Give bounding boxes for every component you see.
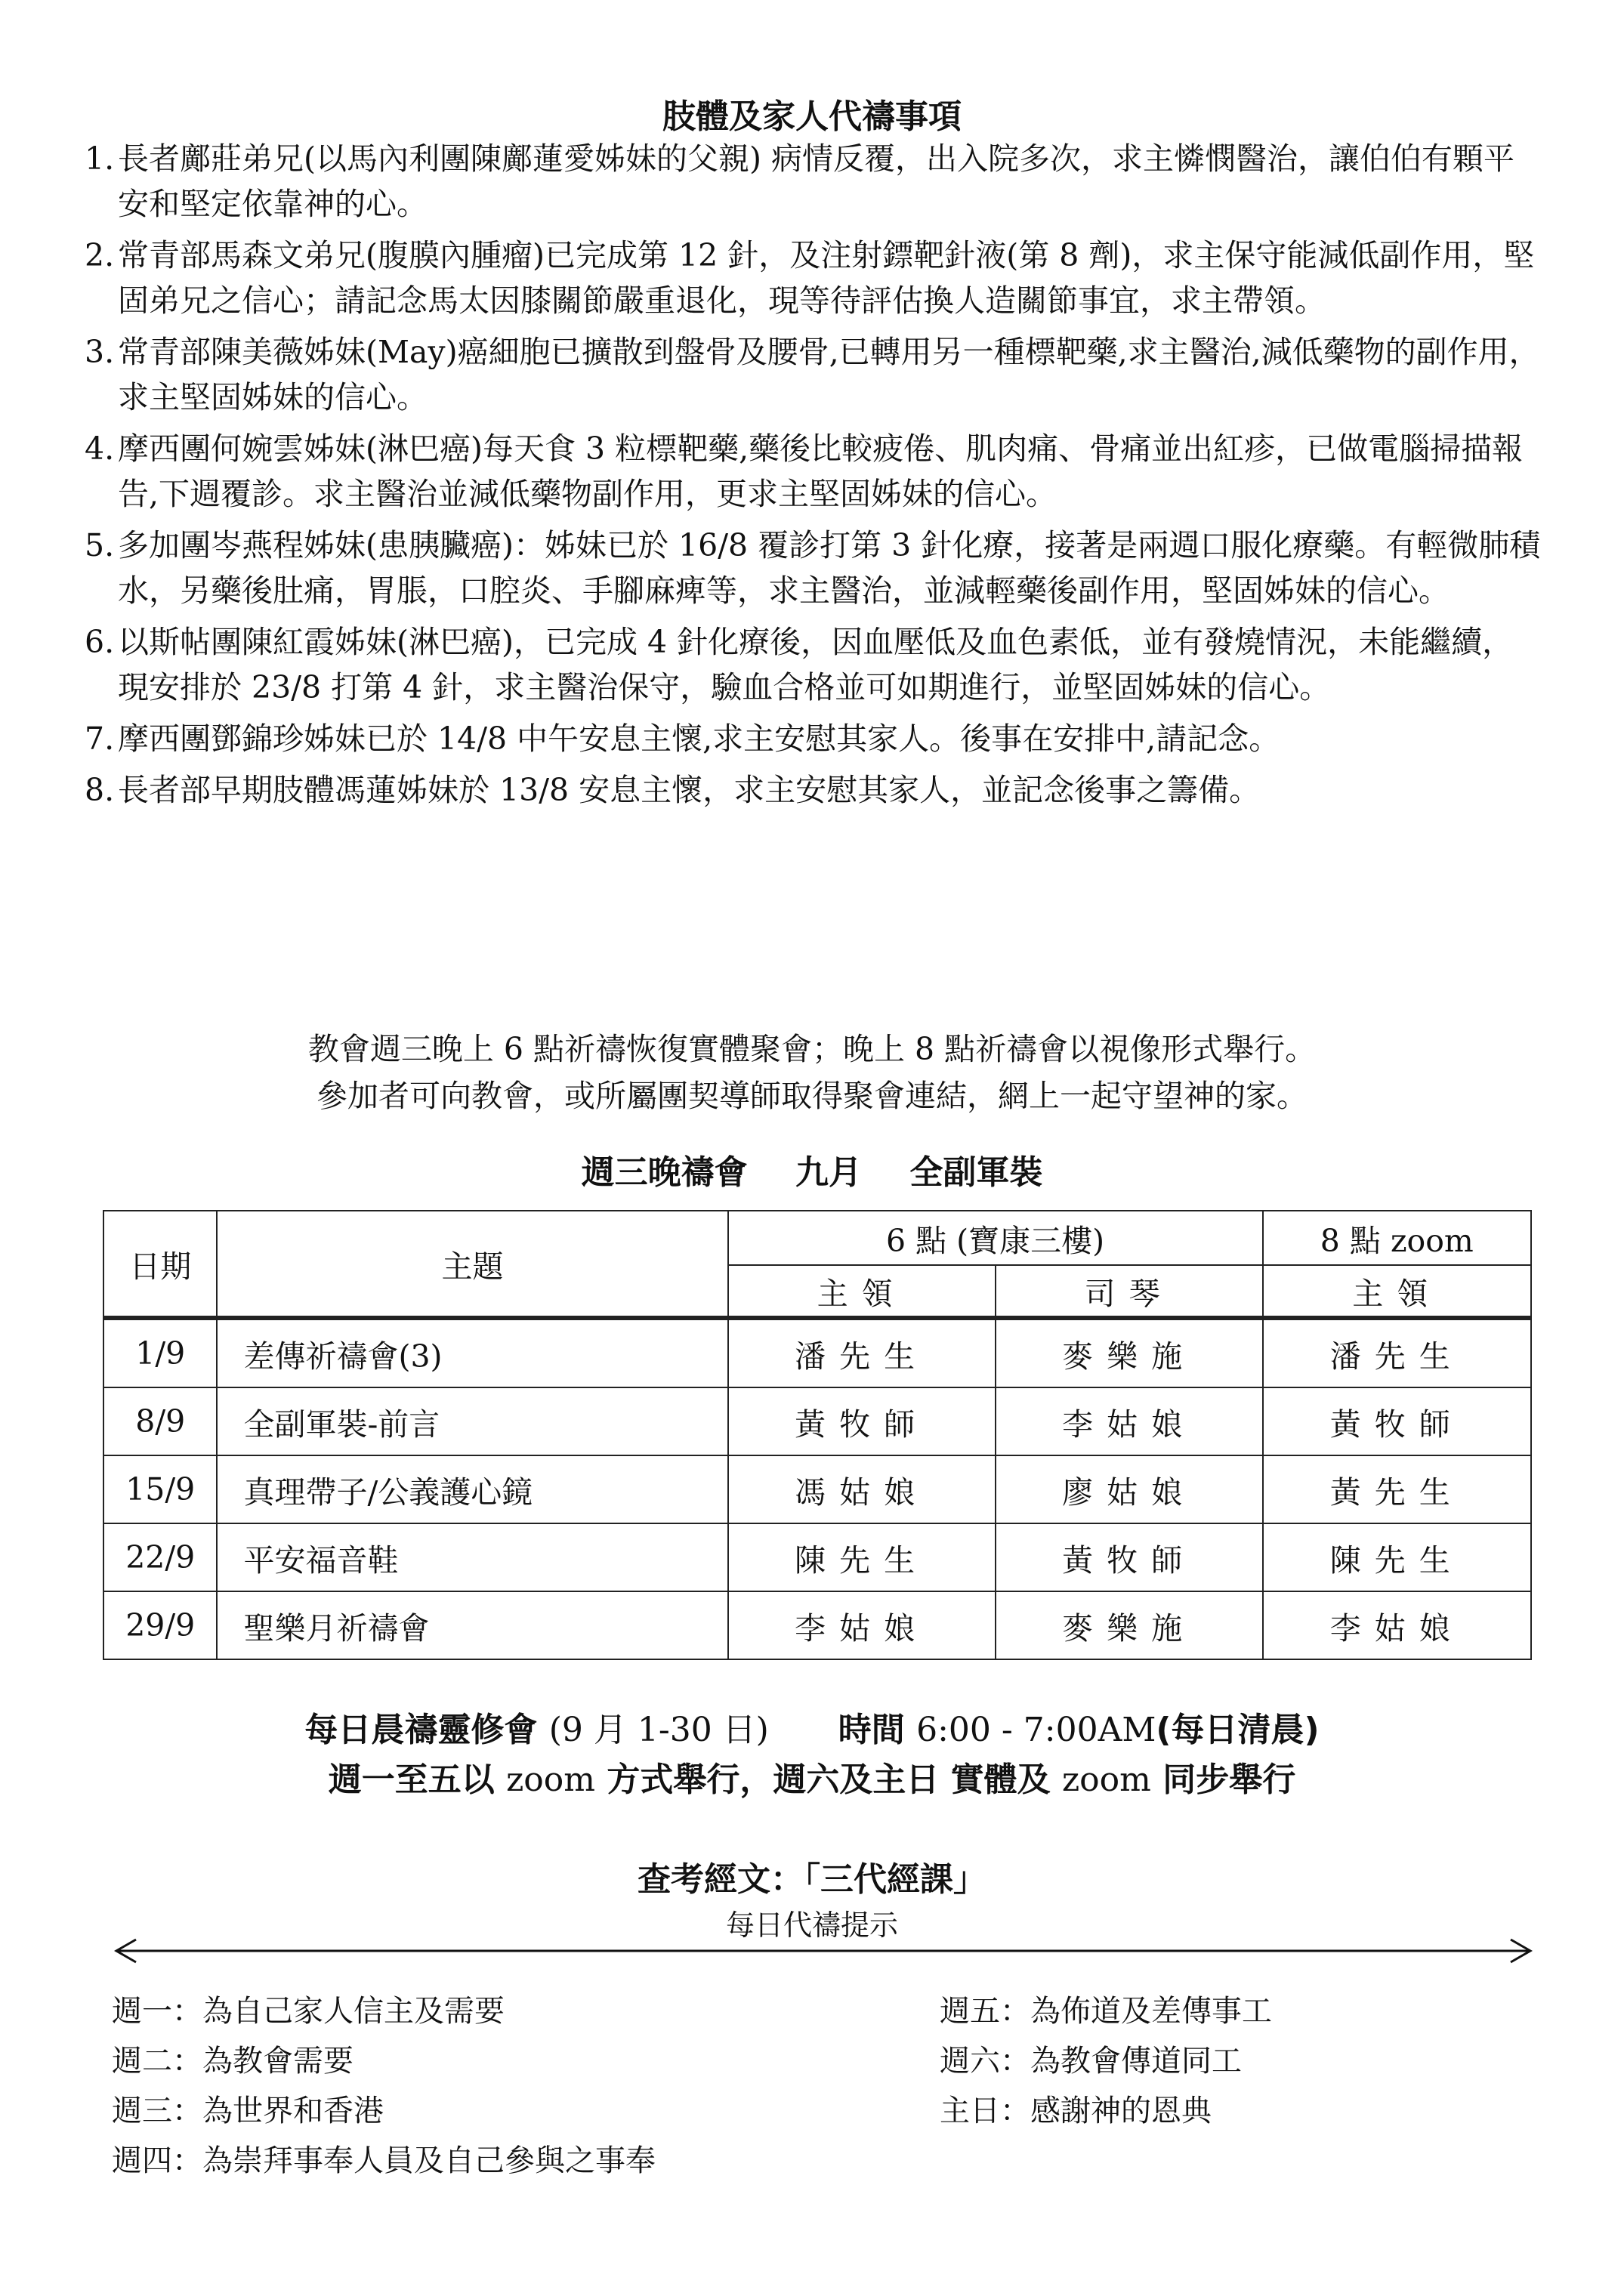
row-date: 15/9 [103,1455,217,1523]
table-row [103,1387,1531,1455]
daily-prayer-item: 週四：為崇拜事奉人員及自己參與之事奉 [112,2143,656,2178]
morning-line-2 [0,1755,1624,1805]
table-row [103,1455,1531,1523]
prayer-text: 以斯帖團陳紅霞姊妹(淋巴癌)，已完成 4 針化療後，因血壓低及血色素低，並有發燒情況，未能繼續，現安排於 23/8 打第 4 針，求主醫治保守，驗血合格並可如期進行，並堅固姊妹的信心。 [118,624,1514,705]
morning-zoom: zoom [1061,1761,1151,1799]
row-date: 8/9 [103,1387,217,1455]
row-topic: 全副軍裝-前言 [217,1387,727,1455]
prayer-item [85,426,1542,517]
daily-prayer-left [112,1986,656,2186]
morning-line-1 [0,1705,1624,1755]
prayer-item [85,767,1542,813]
prayer-text: 摩西團何婉雲姊妹(淋巴癌)每天食 3 粒標靶藥,藥後比較疲倦、肌肉痛、骨痛並出紅疹，已做電腦掃描報告,下週覆診。求主醫治並減低藥物副作用，更求主堅固姊妹的信心。 [118,431,1524,512]
prayer-item [85,523,1542,613]
row-lead-six: 陳先生 [728,1523,996,1591]
header-lead: 主領 [728,1265,996,1318]
prayer-text: 摩西團鄧錦珍姊妹已於 14/8 中午安息主懷,求主安慰其家人。後事在安排中,請記念。 [118,721,1280,757]
row-date: 22/9 [103,1523,217,1591]
prayer-text: 多加團岑燕程姊妹(患胰臟癌)：姊妹已於 16/8 覆診打第 3 針化療，接著是兩週口服化療藥。有輕微肺積水，另藥後肚痛，胃脹，口腔炎、手腳麻痺等，求主醫治，並減輕藥後副作用，堅固姊妹的信心。 [118,527,1541,609]
row-lead-six: 馮姑娘 [728,1455,996,1523]
row-topic: 平安福音鞋 [217,1523,727,1591]
row-lead-six: 黃牧師 [728,1387,996,1455]
daily-prayer-item: 週五：為佈道及差傳事工 [940,1994,1272,2029]
reference-title: 查考經文：「三代經課」 [638,1860,986,1899]
prayer-number: 8. [85,772,115,808]
prayer-title: 肢體及家人代禱事項 [662,97,962,136]
morning-time-note: (每日清晨) [1156,1711,1320,1749]
row-date: 1/9 [103,1318,217,1387]
daily-prayer-item: 週六：為教會傳道同工 [940,2044,1242,2079]
prayer-text: 長者部早期肢體馮蓮姊妹於 13/8 安息主懷，求主安慰其家人，並記念後事之籌備。 [118,772,1261,808]
morning-prayer [0,1705,1624,1805]
prayer-text: 常青部陳美薇姊妹(May)癌細胞已擴散到盤骨及腰骨,已轉用另一種標靶藥,求主醫治,減低藥物的副作用，求主堅固姊妹的信心。 [118,334,1540,415]
wednesday-notice [0,1026,1624,1119]
prayer-item [85,233,1542,323]
double-arrow-icon [113,1938,1533,1964]
row-piano: 麥樂施 [996,1318,1263,1387]
prayer-number: 2. [85,237,115,273]
row-piano: 黃牧師 [996,1523,1263,1591]
table-row [103,1523,1531,1591]
row-topic: 聖樂月祈禱會 [217,1591,727,1659]
prayer-item [85,329,1542,420]
daily-prayer-right [940,1986,1272,2136]
header-topic: 主題 [217,1211,727,1318]
daily-prayer-item: 週一：為自己家人信主及需要 [112,1994,505,2029]
row-lead-eight: 陳先生 [1263,1523,1531,1591]
morning-zoom: zoom [506,1761,595,1799]
morning-text: 方式舉行，週六及主日 [607,1761,940,1799]
row-lead-eight: 李姑娘 [1263,1591,1531,1659]
schedule-title-part: 週三晚禱會 [581,1153,748,1192]
table-header-row [103,1211,1531,1265]
reference-subtitle: 每日代禱提示 [725,1909,898,1942]
prayer-number: 1. [85,140,115,177]
row-lead-eight: 黃先生 [1263,1455,1531,1523]
table-row [103,1591,1531,1659]
prayer-item [85,716,1542,761]
daily-prayer-item: 週二：為教會需要 [112,2044,354,2079]
header-six-pm: 6 點 (寶康三樓) [728,1211,1263,1265]
morning-range: (9 月 1-30 日) [548,1711,769,1749]
morning-text: 同步舉行 [1162,1761,1296,1799]
schedule-title-part: 全副軍裝 [909,1153,1043,1192]
notice-line: 教會週三晚上 6 點祈禱恢復實體聚會；晚上 8 點祈禱會以視像形式舉行。 [307,1031,1317,1067]
row-date: 29/9 [103,1591,217,1659]
row-topic: 差傳祈禱會(3) [217,1318,727,1387]
morning-time-label: 時間 [838,1711,905,1749]
schedule-title-part: 九月 [795,1153,862,1192]
morning-time: 6:00 - 7:00AM [916,1711,1156,1749]
daily-prayer-item: 週三：為世界和香港 [112,2094,384,2128]
header-lead-zoom: 主領 [1263,1265,1531,1318]
morning-text: 實體及 [950,1761,1051,1799]
daily-prayer-item: 主日：感謝神的恩典 [940,2094,1212,2128]
row-topic: 真理帶子/公義護心鏡 [217,1455,727,1523]
table-row [103,1318,1531,1387]
morning-name: 每日晨禱靈修會 [304,1711,538,1749]
notice-line: 參加者可向教會，或所屬團契導師取得聚會連結，網上一起守望神的家。 [316,1078,1308,1114]
prayer-list [85,136,1542,819]
row-piano: 廖姑娘 [996,1455,1263,1523]
row-piano: 麥樂施 [996,1591,1263,1659]
row-lead-eight: 黃牧師 [1263,1387,1531,1455]
row-piano: 李姑娘 [996,1387,1263,1455]
prayer-number: 6. [85,624,115,660]
header-eight-pm: 8 點 zoom [1263,1211,1531,1265]
prayer-number: 5. [85,527,115,563]
prayer-number: 4. [85,431,115,467]
prayer-text: 常青部馬森文弟兄(腹膜內腫瘤)已完成第 12 針，及注射鏢靶針液(第 8 劑)，求主保守能減低副作用，堅固弟兄之信心；請記念馬太因膝關節嚴重退化，現等待評估換人造關節事宜，求主帶領。 [118,237,1535,319]
prayer-text: 長者鄺莊弟兄(以馬內利團陳鄺蓮愛姊妹的父親) 病情反覆，出入院多次，求主憐憫醫治，讓伯伯有顆平安和堅定依靠神的心。 [118,140,1515,222]
morning-text: 週一至五以 [328,1761,495,1799]
prayer-item [85,136,1542,227]
prayer-item [85,619,1542,710]
row-lead-eight: 潘先生 [1263,1318,1531,1387]
header-piano: 司琴 [996,1265,1263,1318]
row-lead-six: 李姑娘 [728,1591,996,1659]
schedule-title [0,1145,1624,1193]
header-date: 日期 [103,1211,217,1318]
row-lead-six: 潘先生 [728,1318,996,1387]
prayer-number: 7. [85,721,115,757]
prayer-number: 3. [85,334,115,370]
schedule-table [103,1210,1532,1660]
